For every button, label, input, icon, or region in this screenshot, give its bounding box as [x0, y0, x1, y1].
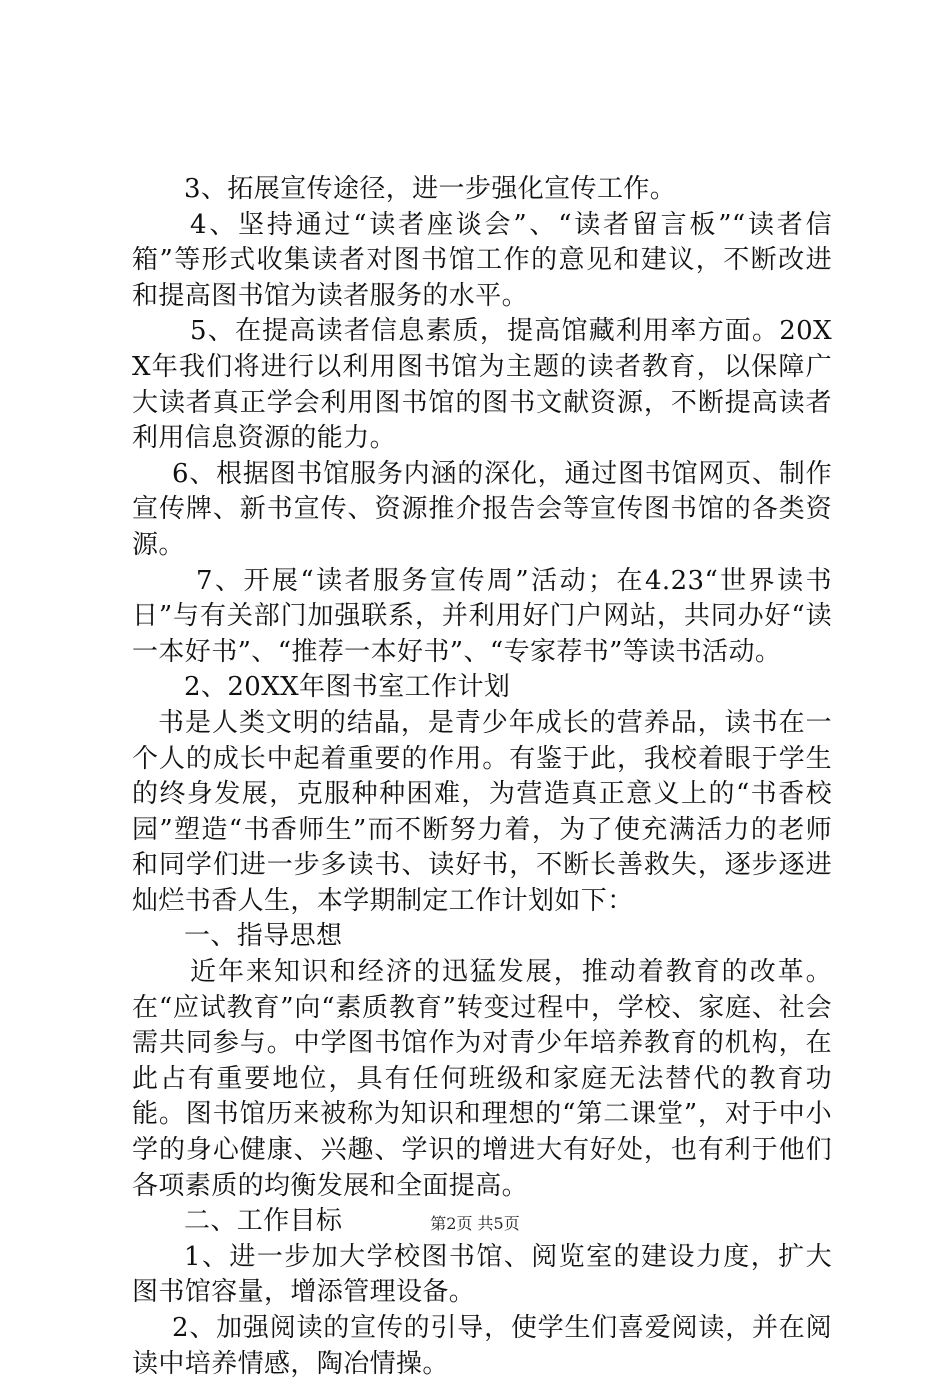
- document-body: [132, 172, 832, 1382]
- paragraph-3: 5、在提高读者信息素质，提高馆藏利用率方面。20XX年我们将进行以利用图书馆为主题的读者教育，以保障广大读者真正学会利用图书馆的图书文献资源，不断提高读者利用信息资源的能力。: [132, 316, 832, 454]
- paragraph-7: 书是人类文明的结晶，是青少年成长的营养品，读书在一个人的成长中起着重要的作用。有鉴于此，我校着眼于学生的终身发展，克服种种困难，为营造真正意义上的“书香校园”塑造“书香师生”而不断努力着，为了使充满活力的老师和同学们进一步多读书、读好书，不断长善救失，逐步逐进灿烂书香人生，本学期制定工作计划如下：: [132, 707, 832, 916]
- paragraph-1: 3、拓展宣传途径，进一步强化宣传工作。: [184, 174, 677, 204]
- paragraph-5: 7、开展“读者服务宣传周”活动；在4.23“世界读书日”与有关部门加强联系，并利用好门户网站，共同办好“读一本好书”、“推荐一本好书”、“专家荐书”等读书活动。: [132, 565, 832, 667]
- section-heading-guiding-thought: 一、指导思想: [184, 921, 343, 952]
- section-heading-work-goals: 二、工作目标: [184, 1206, 343, 1237]
- paragraph-2: 4、坚持通过“读者座谈会”、“读者留言板”“读者信箱”等形式收集读者对图书馆工作的意见和建议，不断改进和提高图书馆为读者服务的水平。: [132, 209, 832, 311]
- paragraph-11: 1、进一步加大学校图书馆、阅览室的建设力度，扩大图书馆容量，增添管理设备。: [132, 1241, 832, 1308]
- paragraph-6: 2、20XX年图书室工作计划: [184, 672, 511, 703]
- paragraph-4: 6、根据图书馆服务内涵的深化，通过图书馆网页、制作宣传牌、新书宣传、资源推介报告会等宣传图书馆的各类资源。: [132, 458, 832, 560]
- paragraph-12: 2、加强阅读的宣传的引导，使学生们喜爱阅读，并在阅读中培养情感，陶冶情操。: [132, 1313, 832, 1379]
- page-number-footer: 第2页 共5页: [430, 1214, 520, 1233]
- paragraph-9: 近年来知识和经济的迅猛发展，推动着教育的改革。在“应试教育”向“素质教育”转变过程中，学校、家庭、社会需共同参与。中学图书馆作为对青少年培养教育的机构，在此占有重要地位，具有任何班级和家庭无法替代的教育功能。图书馆历来被称为知识和理想的“第二课堂”，对于中小学的身心健康、兴趣、学识的增进大有好处，也有利于他们各项素质的均衡发展和全面提高。: [132, 957, 832, 1201]
